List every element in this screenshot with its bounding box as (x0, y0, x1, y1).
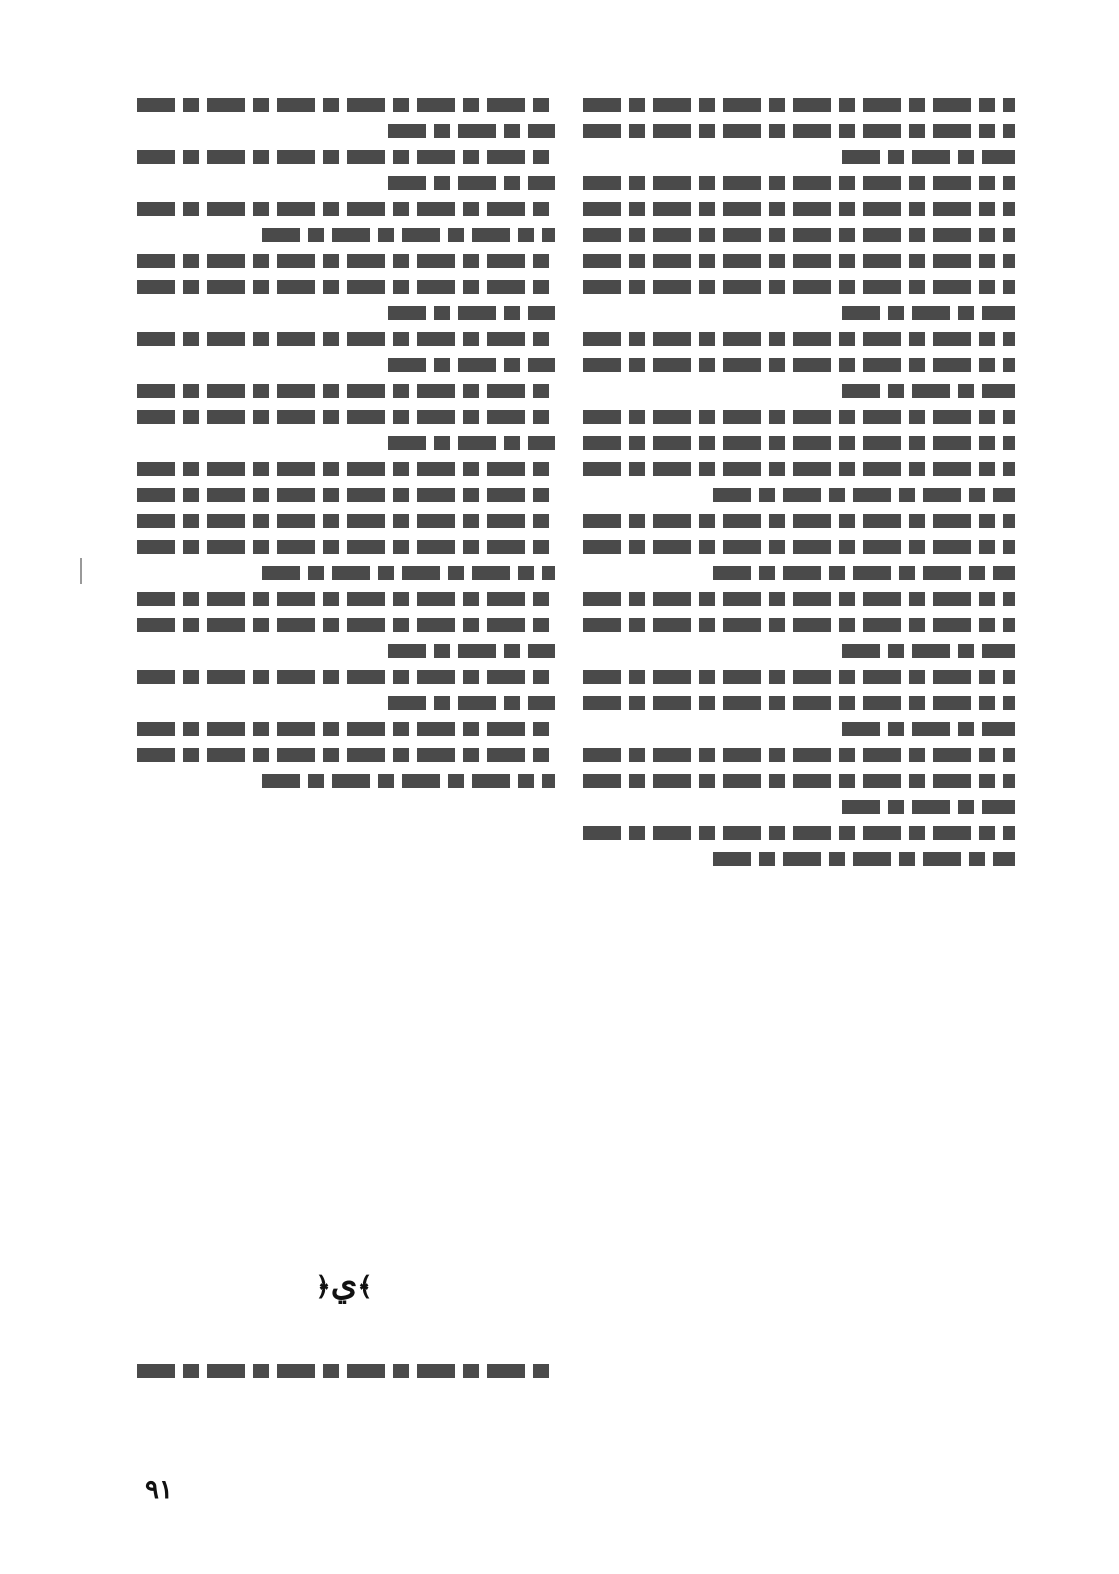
index-entry (583, 592, 1015, 658)
index-entry (137, 384, 555, 450)
index-entry (583, 280, 1015, 320)
index-entry (137, 98, 555, 138)
index-entry (137, 202, 555, 242)
index-entry (583, 826, 1015, 866)
index-entry (137, 722, 555, 788)
ornament-open: ﴾ (357, 1272, 373, 1302)
index-entry (137, 332, 555, 372)
left-column-tail (137, 1352, 555, 1390)
index-entry (583, 332, 1015, 398)
section-letter (296, 1264, 392, 1304)
index-entry (583, 514, 1015, 580)
ornament-close: ﴿ (315, 1272, 331, 1302)
right-column (583, 86, 1015, 878)
index-entry (583, 670, 1015, 736)
page-number: ٩١ (145, 1475, 173, 1505)
index-entry (583, 176, 1015, 216)
section-letter-text: ي (330, 1264, 358, 1304)
index-entry (583, 748, 1015, 814)
left-column (137, 86, 555, 800)
scan-mark (80, 558, 82, 584)
index-entry (137, 462, 555, 502)
index-entry (137, 670, 555, 710)
index-entry (137, 150, 555, 190)
index-entry (583, 98, 1015, 164)
index-entry (583, 410, 1015, 450)
index-entry (137, 514, 555, 580)
index-entry (583, 462, 1015, 502)
index-entry (137, 592, 555, 658)
index-entry (583, 228, 1015, 268)
index-entry (137, 254, 555, 320)
